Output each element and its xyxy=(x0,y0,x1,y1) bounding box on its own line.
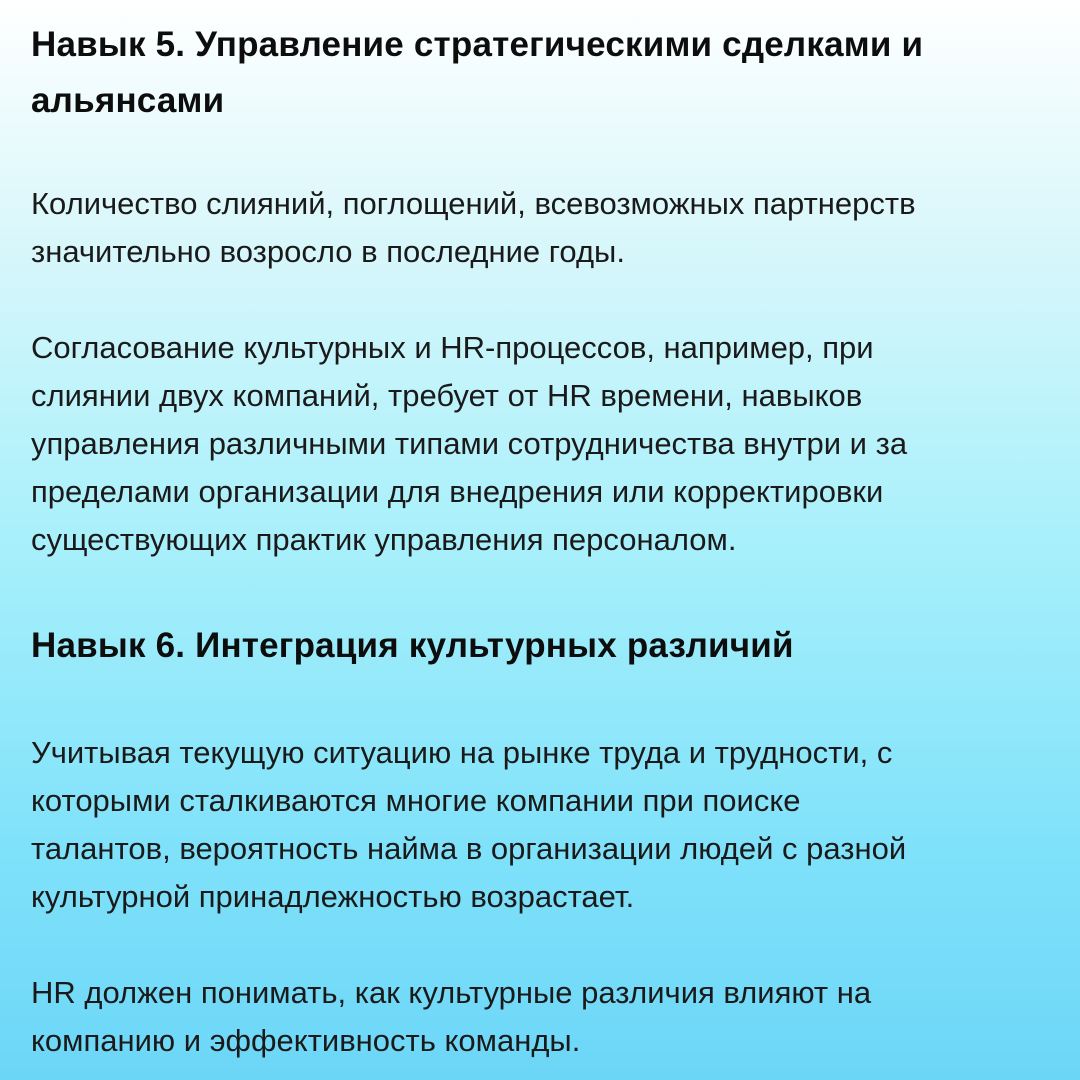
heading-line: Навык 6. Интеграция культурных различий xyxy=(31,626,794,665)
paragraph-line: слиянии двух компаний, требует от HR времени, навыков xyxy=(31,378,863,413)
skill-6-heading xyxy=(31,618,1050,674)
paragraph-line: Учитывая текущую ситуацию на рынке труда и трудности, с xyxy=(31,735,893,770)
paragraph-line: которыми сталкиваются многие компании при поиске xyxy=(31,783,801,818)
skill-5-paragraph-2 xyxy=(31,324,1050,564)
paragraph-line: значительно возросло в последние годы. xyxy=(31,234,625,269)
skill-6-paragraph-2 xyxy=(31,969,1050,1065)
paragraph-line: HR должен понимать, как культурные различия влияют на xyxy=(31,975,872,1010)
paragraph-line: Согласование культурных и HR-процессов, например, при xyxy=(31,330,874,365)
paragraph-line: пределами организации для внедрения или корректировки xyxy=(31,474,884,509)
paragraph-line: культурной принадлежностью возрастает. xyxy=(31,879,635,914)
skill-5-paragraph-1 xyxy=(31,180,1050,276)
paragraph-line: Количество слияний, поглощений, всевозможных партнерств xyxy=(31,186,916,221)
paragraph-line: талантов, вероятность найма в организации людей с разной xyxy=(31,831,907,866)
skill-6-paragraph-1 xyxy=(31,729,1050,921)
paragraph-line: управления различными типами сотрудничества внутри и за xyxy=(31,426,908,461)
heading-line: Навык 5. Управление стратегическими сделками и xyxy=(31,25,924,64)
paragraph-line: существующих практик управления персоналом. xyxy=(31,522,737,557)
paragraph-line: компанию и эффективность команды. xyxy=(31,1023,581,1058)
skill-5-heading xyxy=(31,17,1050,129)
heading-line: альянсами xyxy=(31,81,225,120)
